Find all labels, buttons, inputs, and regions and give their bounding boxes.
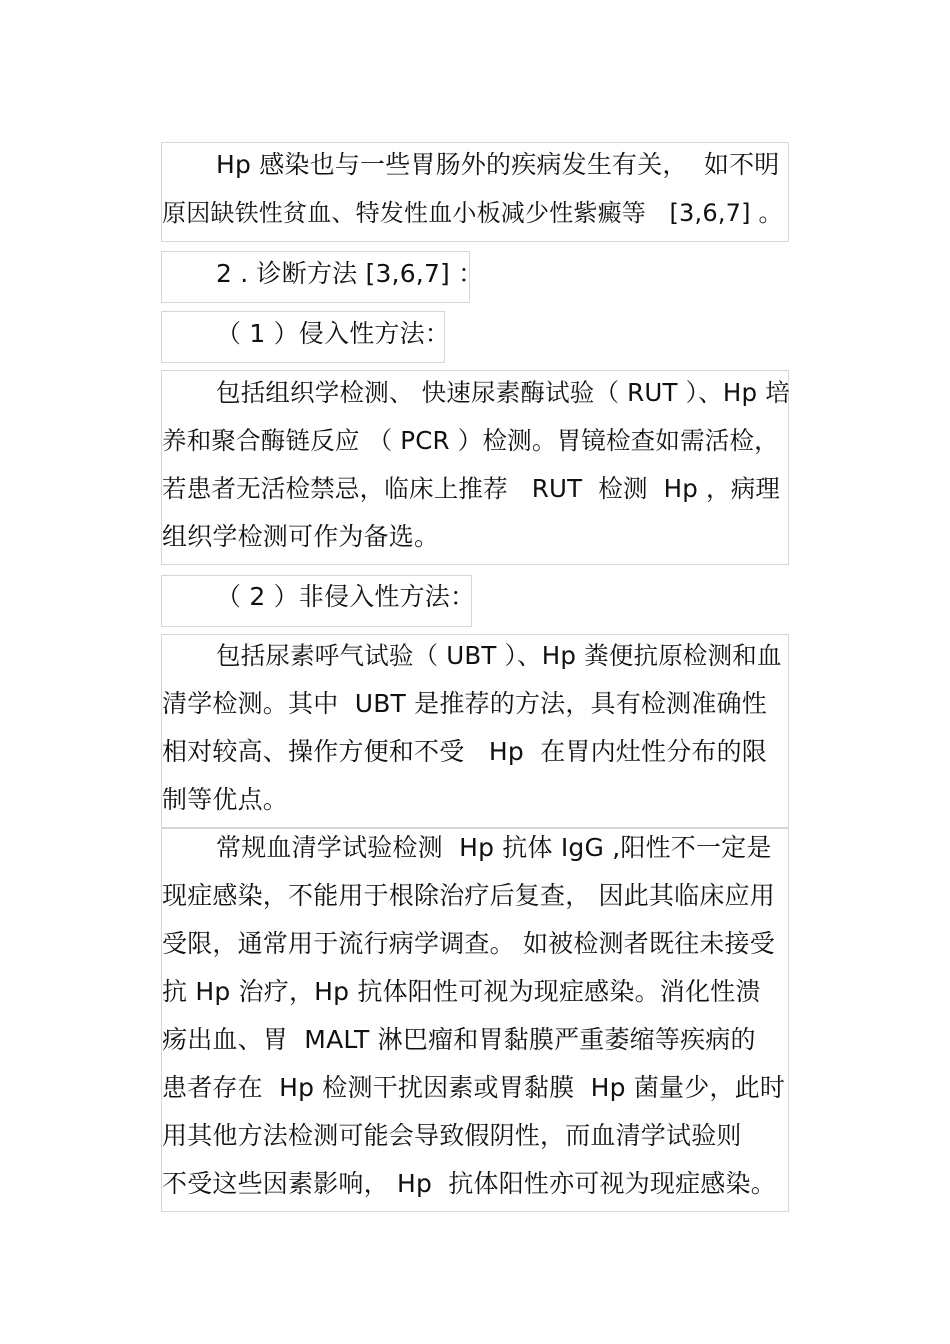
text-line: 相对较高、操作方便和不受 Hp 在胃内灶性分布的限 xyxy=(162,737,768,766)
text-line: 患者存在 Hp 检测干扰因素或胃黏膜 Hp 菌量少，此时 xyxy=(162,1073,786,1102)
text-line: 若患者无活检禁忌，临床上推荐 RUT 检测 Hp ，病理 xyxy=(162,474,781,503)
text-line: 制等优点。 xyxy=(162,785,289,814)
text-line: 组织学检测可作为备选。 xyxy=(162,522,440,551)
section-heading: 2 . 诊断方法 [3,6,7] ： xyxy=(216,259,484,288)
text-line: Hp 感染也与一些胃肠外的疾病发生有关， 如不明 xyxy=(216,150,780,179)
text-line: 养和聚合酶链反应 （ PCR ）检测。胃镜检查如需活检， xyxy=(162,426,779,455)
text-line: 用其他方法检测可能会导致假阴性，而血清学试验则 xyxy=(162,1121,742,1150)
text-line: 包括组织学检测、 快速尿素酶试验（ RUT ）、Hp 培 xyxy=(216,378,790,407)
subsection-heading: （ 1 ）侵入性方法： xyxy=(216,319,451,348)
text-line: 原因缺铁性贫血、特发性血小板减少性紫癜等 [3,6,7] 。 xyxy=(162,199,783,227)
text-line: 不受这些因素影响， Hp 抗体阳性亦可视为现症感染。 xyxy=(162,1169,776,1198)
text-line: 受限，通常用于流行病学调查。 如被检测者既往未接受 xyxy=(162,929,775,958)
text-line: 包括尿素呼气试验（ UBT ）、Hp 粪便抗原检测和血 xyxy=(216,641,782,670)
text-line: 疡出血、胃 MALT 淋巴瘤和胃黏膜严重萎缩等疾病的 xyxy=(162,1025,756,1054)
text-line: 抗 Hp 治疗，Hp 抗体阳性可视为现症感染。消化性溃 xyxy=(162,977,761,1006)
text-line: 现症感染，不能用于根除治疗后复查， 因此其临床应用 xyxy=(162,881,775,910)
text-line: 常规血清学试验检测 Hp 抗体 IgG ,阳性不一定是 xyxy=(216,833,772,862)
text-line: 清学检测。其中 UBT 是推荐的方法，具有检测准确性 xyxy=(162,689,767,718)
subsection-heading: （ 2 ）非侵入性方法： xyxy=(216,582,476,611)
